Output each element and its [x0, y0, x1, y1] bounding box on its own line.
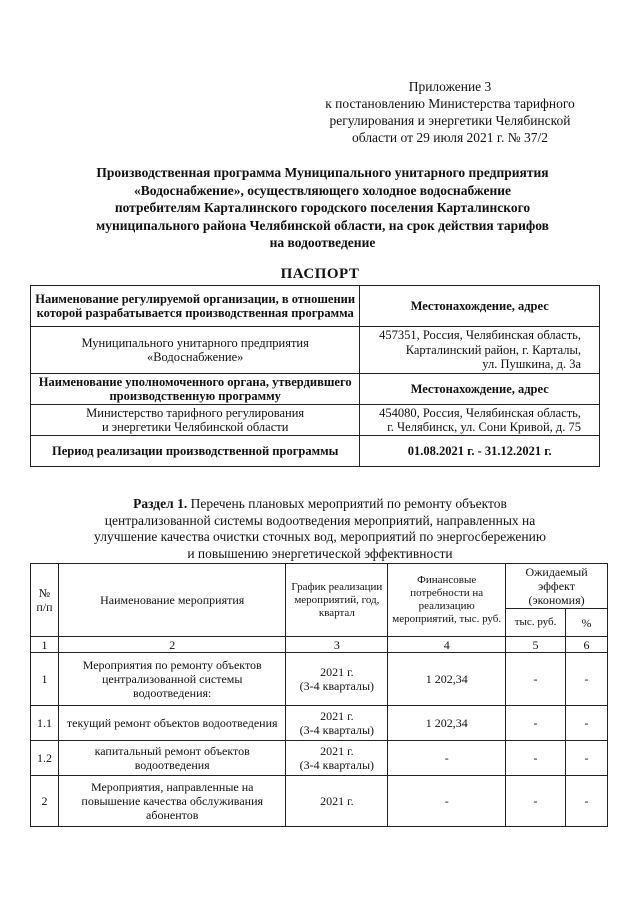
section-1-line-4: и повышению энергетической эффективности	[187, 545, 453, 561]
header-effect-pct: %	[566, 609, 608, 637]
events-header-row	[31, 564, 608, 609]
org-address-line-3: ул. Пушкина, д. 3а	[482, 357, 581, 372]
row-schedule	[286, 653, 388, 706]
appendix-line-2: к постановлению Министерства тарифного	[325, 96, 575, 111]
authority-header-row	[31, 374, 600, 405]
row-name: Мероприятия, направленные на повышение качества обслуживания абонентов	[58, 776, 285, 827]
org-address-line-1: 457351, Россия, Челябинская область,	[379, 328, 581, 343]
row-num: 1.1	[31, 706, 59, 741]
period-label-cell: Период реализации производственной программы	[31, 436, 360, 467]
section-1-line-2: централизованной системы водоотведения мероприятий, направленных на	[104, 512, 536, 528]
passport-heading: ПАСПОРТ	[280, 266, 360, 282]
column-number: 1	[31, 637, 59, 653]
passport-table	[30, 285, 600, 467]
org-row	[31, 327, 600, 374]
authority-location-header-cell: Местонахождение, адрес	[360, 374, 600, 405]
row-schedule	[286, 776, 388, 827]
row-finance: -	[388, 776, 506, 827]
authority-address-cell	[360, 405, 600, 436]
appendix-line-3: регулирования и энергетики Челябинской	[329, 113, 571, 128]
row-effect-rub: -	[506, 653, 566, 706]
passport-header-row	[31, 286, 600, 327]
row-name: текущий ремонт объектов водоотведения	[58, 706, 285, 741]
header-schedule: График реализации мероприятий, год, квартал	[286, 564, 388, 637]
row-num: 2	[31, 776, 59, 827]
title-line-5: на водоотведение	[269, 235, 376, 250]
row-finance: -	[388, 741, 506, 776]
appendix-line-4: области от 29 июля 2021 г. № 37/2	[352, 130, 548, 145]
appendix-block	[300, 78, 600, 146]
row-name: Мероприятия по ремонту объектов централизованной системы водоотведения:	[58, 653, 285, 706]
org-address-line-2: Карталинский район, г. Карталы,	[405, 342, 581, 357]
column-number: 3	[286, 637, 388, 653]
row-effect-pct: -	[566, 706, 608, 741]
row-schedule-year: 2021 г.	[320, 709, 354, 723]
section-1-line-1: Перечень плановых мероприятий по ремонту объектов	[190, 496, 507, 511]
org-header-cell: Наименование регулируемой организации, в отношении которой разрабатывается производственная программа	[31, 286, 360, 327]
org-address-cell	[360, 327, 600, 374]
row-finance: 1 202,34	[388, 653, 506, 706]
section-1-line-3: улучшение качества очистки сточных вод, мероприятий по энергосбережению	[94, 529, 546, 544]
title-line-2: «Водоснабжение», осуществляющего холодное водоснабжение	[133, 182, 512, 198]
header-effect: Ожидаемый эффект (экономия)	[506, 564, 608, 609]
row-effect-pct: -	[566, 741, 608, 776]
header-finance: Финансовые потребности на реализацию мероприятий, тыс. руб.	[388, 564, 506, 637]
row-num: 1.2	[31, 741, 59, 776]
row-schedule-quarters: (3-4 кварталы)	[299, 679, 375, 693]
row-finance: 1 202,34	[388, 706, 506, 741]
row-effect-pct: -	[566, 776, 608, 827]
title-line-1: Производственная программа Муниципального унитарного предприятия	[96, 165, 549, 180]
title-line-4: муниципального района Челябинской области, на срок действия тарифов	[96, 217, 549, 233]
authority-name-cell	[31, 405, 360, 436]
section-1-label: Раздел 1.	[133, 496, 188, 511]
row-schedule-quarters: (3-4 кварталы)	[299, 723, 375, 737]
column-number: 5	[506, 637, 566, 653]
authority-name-line-1: Министерство тарифного регулирования	[86, 405, 305, 420]
row-schedule-year: 2021 г.	[320, 744, 354, 758]
location-header-cell: Местонахождение, адрес	[360, 286, 600, 327]
authority-name-line-2: и энергетики Челябинской области	[101, 420, 289, 434]
org-name-line-1: Муниципального унитарного предприятия	[81, 335, 309, 350]
row-schedule	[286, 741, 388, 776]
authority-header-cell: Наименование уполномоченного органа, утвердившего производственную программу	[31, 374, 360, 405]
authority-address-line-1: 454080, Россия, Челябинская область,	[379, 405, 581, 420]
table-row	[31, 741, 608, 776]
row-schedule-year: 2021 г.	[320, 794, 354, 808]
row-effect-rub: -	[506, 706, 566, 741]
period-value-cell: 01.08.2021 г. - 31.12.2021 г.	[360, 436, 600, 467]
row-schedule-year: 2021 г.	[320, 665, 354, 679]
row-name: капитальный ремонт объектов водоотведения	[58, 741, 285, 776]
row-effect-rub: -	[506, 776, 566, 827]
appendix-line-1: Приложение 3	[408, 79, 492, 94]
document-title	[60, 164, 585, 252]
table-row	[31, 653, 608, 706]
row-effect-rub: -	[506, 741, 566, 776]
period-row	[31, 436, 600, 467]
row-num: 1	[31, 653, 59, 706]
header-name: Наименование мероприятия	[58, 564, 285, 637]
authority-address-line-2: г. Челябинск, ул. Сони Кривой, д. 75	[387, 420, 581, 434]
table-row	[31, 706, 608, 741]
title-line-3: потребителям Карталинского городского поселения Карталинского	[114, 200, 531, 215]
row-schedule-quarters: (3-4 кварталы)	[299, 758, 375, 772]
column-numbers-row	[31, 637, 608, 653]
column-number: 2	[58, 637, 285, 653]
authority-row	[31, 405, 600, 436]
row-effect-pct: -	[566, 653, 608, 706]
events-table	[30, 563, 608, 827]
header-effect-rub: тыс. руб.	[506, 609, 566, 637]
row-schedule	[286, 706, 388, 741]
column-number: 4	[388, 637, 506, 653]
org-name-line-2: «Водоснабжение»	[146, 350, 244, 364]
table-row	[31, 776, 608, 827]
org-name-cell	[31, 327, 360, 374]
header-num: № п/п	[31, 564, 59, 637]
section-1-heading	[50, 496, 590, 562]
column-number: 6	[566, 637, 608, 653]
